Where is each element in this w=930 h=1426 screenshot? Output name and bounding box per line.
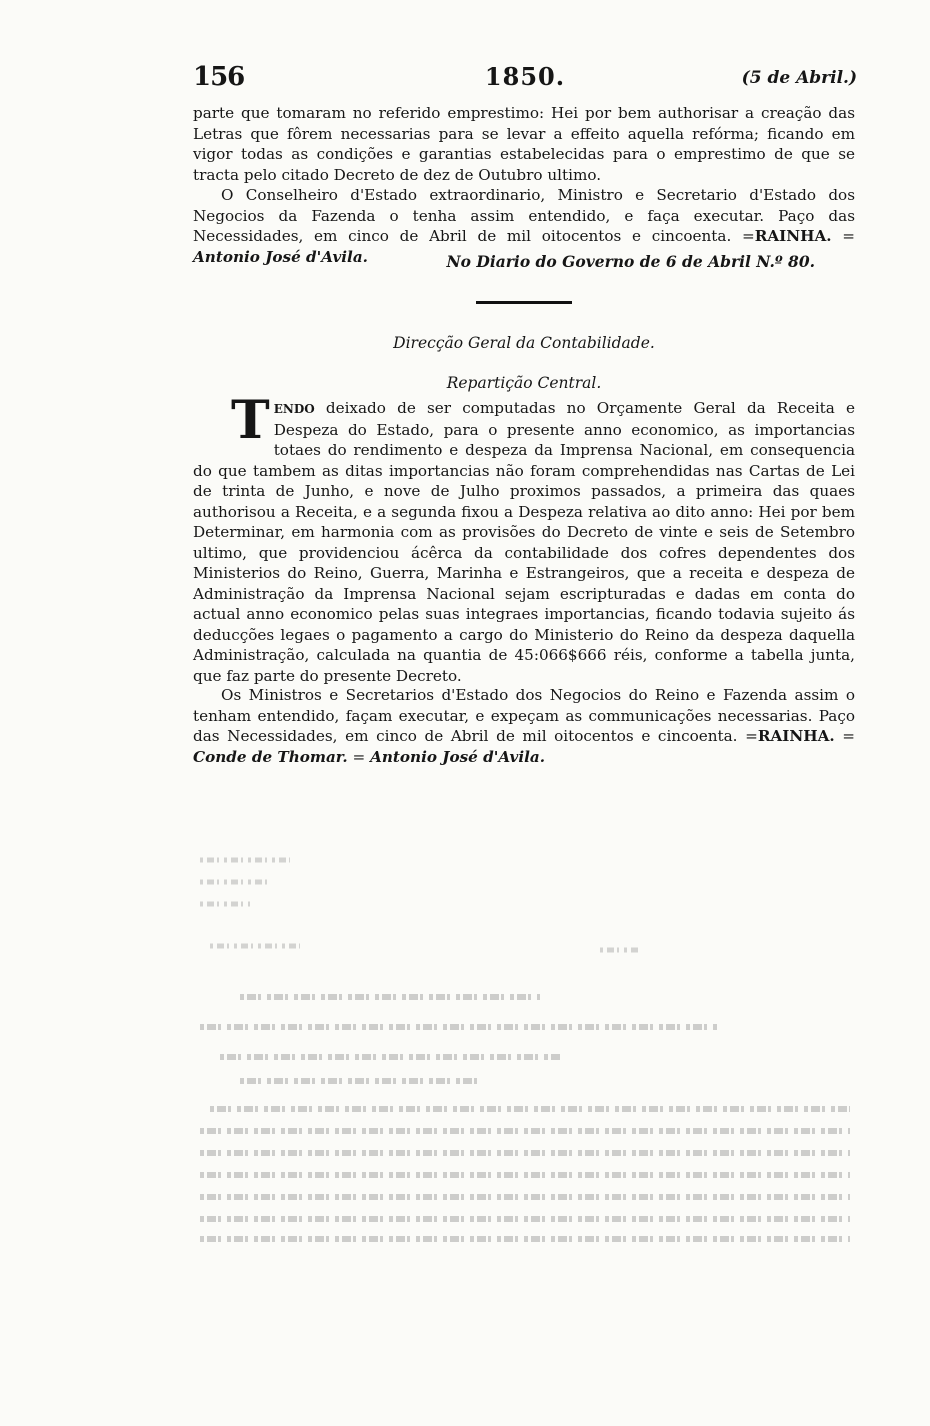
paragraph-continuation: parte que tomaram no referido emprestimo: Hei por bem authorisar a creação das Letras que fôrem necessarias para se levar a effeito aquella refórma; ficando em vigor todas as condições e garantias estabelecidas para o emprestimo de que se tracta pelo citado Decreto de dez de Outubro ultimo.: [193, 104, 855, 184]
paragraph-decree-body: [193, 390, 855, 686]
signature-rainha: RAINHA.: [757, 727, 835, 745]
signature-minister: Antonio José d'Avila.: [193, 247, 368, 266]
paragraph-text: deixado de ser computadas no Orçamente Geral da Receita e Despeza do Estado, para o presente anno economico, as importancias totaes do rendimento e despeza da Imprensa Nacional, em consequencia do que tambem as ditas importancias não foram comprehendidas nas Cartas de Lei de trinta de Junho, e nove de Julho proximos passados, a primeira das quaes authorisou a Receita, e a segunda fixou a Despeza relativa ao dito anno: Hei por bem Determinar, em harmonia com as provisões do Decreto de vinte e seis de Setembro ultimo, que providenciou ácêrca da contabilidade dos cofres dependentes dos Ministerios do Reino, Guerra, Marinha e Estrangeiros, que a receita e despeza de Administração da Imprensa Nacional sejam escripturadas e dadas em conta do actual anno economico pelas suas integraes importancias, ficando todavia sujeito ás deducções legaes o pagamento a cargo do Ministerio do Reino da despeza daquella Administração, calculada na quantia de 45:066$666 réis, conforme a tabella junta, que faz parte do presente Decreto.: [193, 399, 855, 685]
section-heading: Direcção Geral da Contabilidade.: [393, 334, 655, 352]
source-note: No Diario do Governo de 6 de Abril N.º 80.: [446, 252, 815, 271]
page-year: 1850.: [484, 62, 566, 91]
page-number: 156: [193, 62, 245, 92]
show-through-bleed-top: [180, 850, 860, 970]
signature-minister-1: Conde de Thomar.: [193, 747, 348, 766]
signature-rainha: RAINHA.: [754, 227, 832, 245]
smallcaps-word: ENDO: [273, 402, 315, 416]
paragraph-text: Os Ministros e Secretarios d'Estado dos Negocios do Reino e Fazenda assim o tenham entendido, façam executar, e expeçam as communicações necessarias. Paço das Necessidades, em cinco de Abril de mil oitocentos e cincoenta. =: [193, 686, 855, 745]
signature-separator: =: [831, 227, 855, 245]
drop-cap: T: [231, 390, 270, 451]
signature-minister-2: Antonio José d'Avila.: [370, 747, 546, 766]
page-header: [193, 62, 857, 96]
page-date: (5 de Abril.): [741, 68, 857, 88]
paragraph-decree-signatures: [193, 685, 855, 767]
show-through-bleed-bottom: [180, 985, 860, 1245]
signature-separator-2: =: [347, 747, 371, 766]
section-divider: [476, 301, 572, 304]
section-subheading: Repartição Central.: [446, 374, 602, 392]
signature-separator: =: [834, 727, 855, 745]
paragraph-text: O Conselheiro d'Estado extraordinario, Ministro e Secretario d'Estado dos Negocios da Fazenda o tenha assim entendido, e faça executar. Paço das Necessidades, em cinco de Abril de mil oitocentos e cincoenta. =: [193, 186, 855, 245]
